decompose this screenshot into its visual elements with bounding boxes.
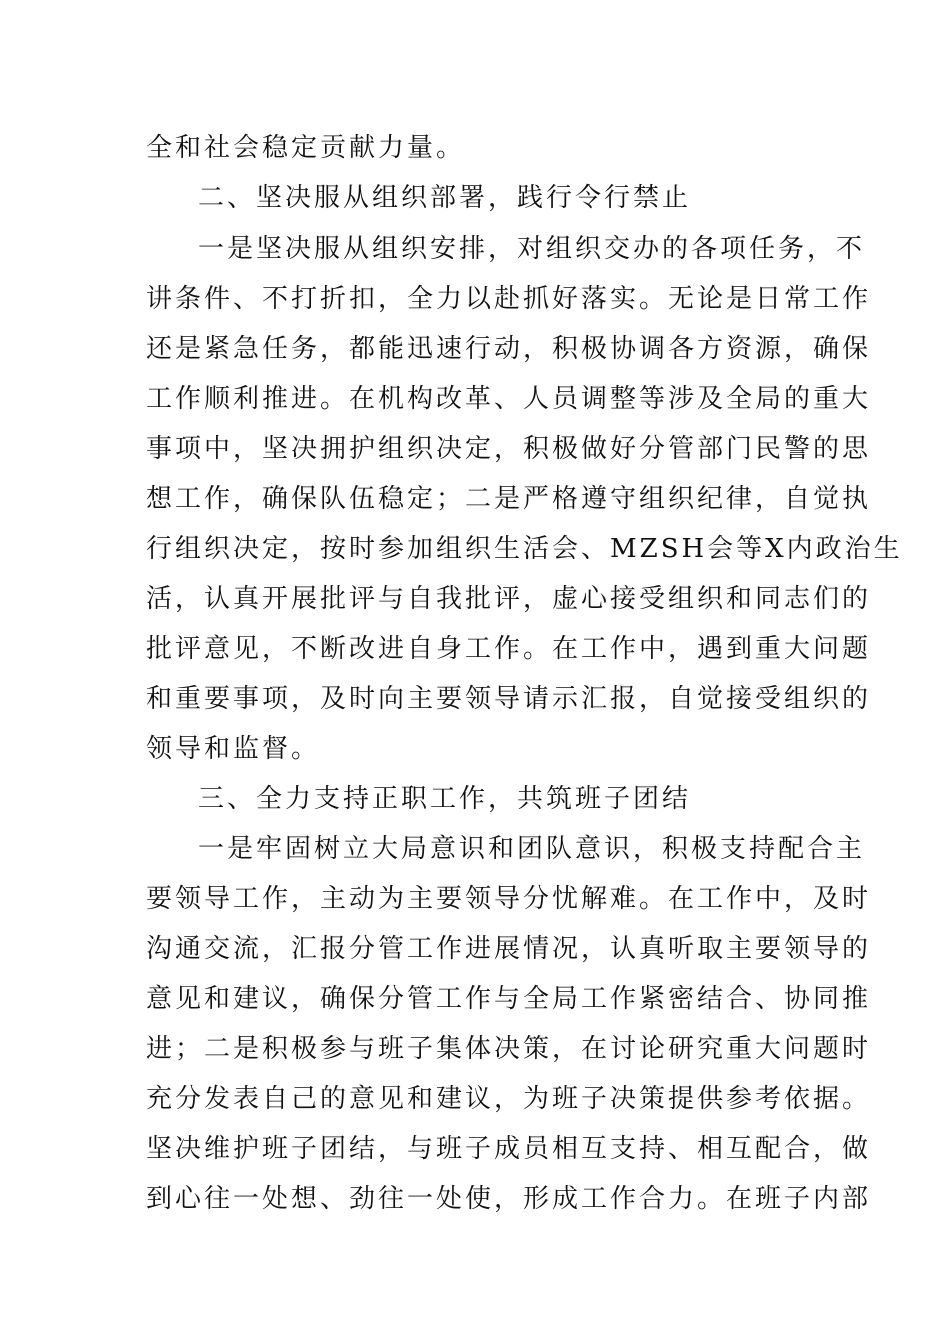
text-line: 事项中，坚决拥护组织决定，积极做好分管部门民警的思 <box>146 434 872 464</box>
text-line: 沟通交流，汇报分管工作进展情况，认真听取主要领导的 <box>146 934 872 964</box>
text-line: 全和社会稳定贡献力量。 <box>146 133 466 163</box>
text-line: 领导和监督。 <box>146 734 321 764</box>
text-line: 活，认真开展批评与自我批评，虚心接受组织和同志们的 <box>146 584 872 614</box>
text-line: 要领导工作，主动为主要领导分忧解难。在工作中，及时 <box>146 884 872 914</box>
text-line: 和重要事项，及时向主要领导请示汇报，自觉接受组织的 <box>146 684 872 714</box>
text-line: 行组织决定，按时参加组织生活会、MZSH会等X内政治生 <box>146 534 903 564</box>
text-line: 工作顺利推进。在机构改革、人员调整等涉及全局的重大 <box>146 384 872 414</box>
section-heading-3: 三、全力支持正职工作，共筑班子团结 <box>198 784 692 814</box>
text-line: 批评意见，不断改进自身工作。在工作中，遇到重大问题 <box>146 634 872 664</box>
text-line: 进；二是积极参与班子集体决策，在讨论研究重大问题时 <box>146 1034 872 1064</box>
text-line: 意见和建议，确保分管工作与全局工作紧密结合、协同推 <box>146 984 872 1014</box>
text-line: 想工作，确保队伍稳定；二是严格遵守组织纪律，自觉执 <box>146 484 872 514</box>
text-line: 充分发表自己的意见和建议，为班子决策提供参考依据。 <box>146 1084 872 1114</box>
text-line: 一是坚决服从组织安排，对组织交办的各项任务，不 <box>198 234 866 264</box>
section-heading-2: 二、坚决服从组织部署，践行令行禁止 <box>198 183 692 213</box>
text-line: 到心往一处想、劲往一处使，形成工作合力。在班子内部 <box>146 1184 872 1214</box>
text-line: 讲条件、不打折扣，全力以赴抓好落实。无论是日常工作 <box>146 284 872 314</box>
text-line: 一是牢固树立大局意识和团队意识，积极支持配合主 <box>198 834 866 864</box>
text-line: 还是紧急任务，都能迅速行动，积极协调各方资源，确保 <box>146 334 872 364</box>
text-line: 坚决维护班子团结，与班子成员相互支持、相互配合，做 <box>146 1134 872 1164</box>
